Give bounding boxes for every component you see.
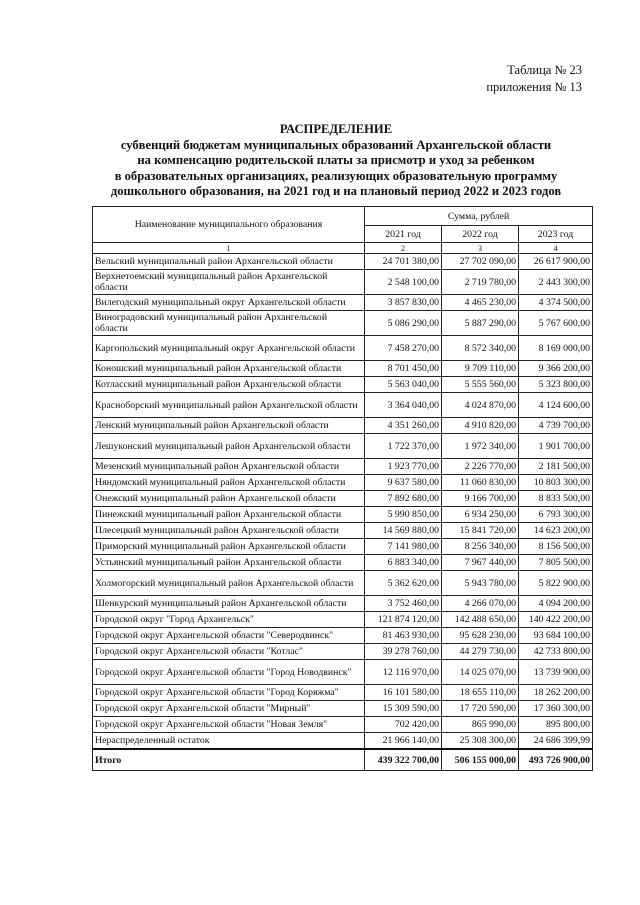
amount-2021: 9 637 580,00 bbox=[365, 475, 442, 491]
amount-2021: 7 892 680,00 bbox=[365, 491, 442, 507]
municipality-name: Вилегодский муниципальный округ Архангельской области bbox=[93, 295, 365, 311]
amount-2022: 27 702 090,00 bbox=[442, 254, 519, 270]
column-index-row bbox=[93, 243, 593, 254]
amount-2023: 6 793 300,00 bbox=[519, 507, 593, 523]
column-index: 1 bbox=[93, 243, 365, 254]
amount-2023: 4 374 500,00 bbox=[519, 295, 593, 311]
amount-2023: 4 739 700,00 bbox=[519, 418, 593, 434]
amount-2022: 95 628 230,00 bbox=[442, 628, 519, 644]
amount-2023: 5 822 900,00 bbox=[519, 571, 593, 596]
amount-2021: 121 874 120,00 bbox=[365, 612, 442, 628]
amount-2022: 865 990,00 bbox=[442, 717, 519, 733]
amount-2021: 24 701 380,00 bbox=[365, 254, 442, 270]
table-row bbox=[93, 717, 593, 733]
table-row bbox=[93, 475, 593, 491]
amount-2023: 17 360 300,00 bbox=[519, 701, 593, 717]
header-year-2023: 2023 год bbox=[519, 226, 593, 243]
amount-2021: 4 351 260,00 bbox=[365, 418, 442, 434]
amount-2022: 15 841 720,00 bbox=[442, 523, 519, 539]
municipality-name: Городской округ Архангельской области "Котлас" bbox=[93, 644, 365, 660]
municipality-name: Вельский муниципальный район Архангельской области bbox=[93, 254, 365, 270]
amount-2021: 5 563 040,00 bbox=[365, 377, 442, 393]
table-row bbox=[93, 523, 593, 539]
municipality-name: Котласский муниципальный район Архангельской области bbox=[93, 377, 365, 393]
amount-2022: 4 465 230,00 bbox=[442, 295, 519, 311]
amount-2021: 702 420,00 bbox=[365, 717, 442, 733]
amount-2021: 3 752 460,00 bbox=[365, 596, 442, 612]
amount-2023: 24 686 399,99 bbox=[519, 733, 593, 750]
amount-2023: 2 181 500,00 bbox=[519, 459, 593, 475]
table-row bbox=[93, 254, 593, 270]
table-row bbox=[93, 539, 593, 555]
amount-2023: 8 156 500,00 bbox=[519, 539, 593, 555]
amount-2021: 81 463 930,00 bbox=[365, 628, 442, 644]
municipality-name: Холмогорский муниципальный район Архангельской области bbox=[93, 571, 365, 596]
amount-2021: 16 101 580,00 bbox=[365, 685, 442, 701]
amount-2023: 42 733 800,00 bbox=[519, 644, 593, 660]
amount-2023: 4 124 600,00 bbox=[519, 393, 593, 418]
amount-2022: 11 060 830,00 bbox=[442, 475, 519, 491]
municipality-name: Устьянский муниципальный район Архангельской области bbox=[93, 555, 365, 571]
amount-2021: 8 701 450,00 bbox=[365, 361, 442, 377]
table-row bbox=[93, 459, 593, 475]
amount-2023: 1 901 700,00 bbox=[519, 434, 593, 459]
amount-2023: 8 169 000,00 bbox=[519, 336, 593, 361]
amount-2021: 1 722 370,00 bbox=[365, 434, 442, 459]
municipality-name: Пинежский муниципальный район Архангельской области bbox=[93, 507, 365, 523]
table-row bbox=[93, 361, 593, 377]
municipality-name: Красноборский муниципальный район Архангельской области bbox=[93, 393, 365, 418]
table-row bbox=[93, 311, 593, 336]
document-title bbox=[80, 122, 592, 200]
amount-2021: 12 116 970,00 bbox=[365, 660, 442, 685]
amount-2023: 7 805 500,00 bbox=[519, 555, 593, 571]
header-sum-column: Сумма, рублей bbox=[365, 207, 593, 226]
municipality-name: Шенкурский муниципальный район Архангельской области bbox=[93, 596, 365, 612]
table-row bbox=[93, 418, 593, 434]
amount-2021: 3 364 040,00 bbox=[365, 393, 442, 418]
appendix-number: приложения № 13 bbox=[486, 80, 582, 94]
table-row bbox=[93, 295, 593, 311]
amount-2022: 7 967 440,00 bbox=[442, 555, 519, 571]
amount-2023: 5 323 800,00 bbox=[519, 377, 593, 393]
amount-2023: 18 262 200,00 bbox=[519, 685, 593, 701]
amount-2022: 5 943 780,00 bbox=[442, 571, 519, 596]
amount-2022: 9 166 700,00 bbox=[442, 491, 519, 507]
municipality-name: Городской округ Архангельской области "Город Коряжма" bbox=[93, 685, 365, 701]
table-row bbox=[93, 644, 593, 660]
municipality-name: Верхнетоемский муниципальный район Архангельской области bbox=[93, 270, 365, 295]
table-row bbox=[93, 491, 593, 507]
total-row bbox=[93, 749, 593, 771]
table-row bbox=[93, 685, 593, 701]
table-row bbox=[93, 555, 593, 571]
title-line-4: в образовательных организациях, реализующих образовательную программу bbox=[114, 168, 558, 183]
amount-2021: 3 857 830,00 bbox=[365, 295, 442, 311]
amount-2023: 4 094 200,00 bbox=[519, 596, 593, 612]
title-line-3: на компенсацию родительской платы за присмотр и уход за ребенком bbox=[137, 153, 535, 167]
municipality-name: Городской округ Архангельской области "Мирный" bbox=[93, 701, 365, 717]
table-row bbox=[93, 733, 593, 750]
table-row bbox=[93, 336, 593, 361]
amount-2021: 39 278 760,00 bbox=[365, 644, 442, 660]
amount-2022: 5 887 290,00 bbox=[442, 311, 519, 336]
municipality-name: Коношский муниципальный район Архангельской области bbox=[93, 361, 365, 377]
table-row bbox=[93, 612, 593, 628]
header-year-2021: 2021 год bbox=[365, 226, 442, 243]
total-label: Итого bbox=[93, 749, 365, 771]
table-row bbox=[93, 270, 593, 295]
table-row bbox=[93, 434, 593, 459]
amount-2022: 2 719 780,00 bbox=[442, 270, 519, 295]
municipality-name: Лешуконский муниципальный район Архангельской области bbox=[93, 434, 365, 459]
amount-2022: 18 655 110,00 bbox=[442, 685, 519, 701]
table-row bbox=[93, 571, 593, 596]
amount-2021: 1 923 770,00 bbox=[365, 459, 442, 475]
amount-2022: 4 024 870,00 bbox=[442, 393, 519, 418]
total-2023: 493 726 900,00 bbox=[519, 749, 593, 771]
amount-2021: 2 548 100,00 bbox=[365, 270, 442, 295]
amount-2021: 15 309 590,00 bbox=[365, 701, 442, 717]
municipality-name: Каргопольский муниципальный округ Архангельской области bbox=[93, 336, 365, 361]
amount-2023: 14 623 200,00 bbox=[519, 523, 593, 539]
distribution-table bbox=[92, 206, 593, 771]
amount-2021: 14 569 880,00 bbox=[365, 523, 442, 539]
amount-2022: 142 488 650,00 bbox=[442, 612, 519, 628]
amount-2022: 4 910 820,00 bbox=[442, 418, 519, 434]
amount-2022: 17 720 590,00 bbox=[442, 701, 519, 717]
municipality-name: Городской округ "Город Архангельск" bbox=[93, 612, 365, 628]
amount-2023: 895 800,00 bbox=[519, 717, 593, 733]
amount-2023: 26 617 900,00 bbox=[519, 254, 593, 270]
header-year-2022: 2022 год bbox=[442, 226, 519, 243]
amount-2022: 9 709 110,00 bbox=[442, 361, 519, 377]
municipality-name: Мезенский муниципальный район Архангельской области bbox=[93, 459, 365, 475]
total-2021: 439 322 700,00 bbox=[365, 749, 442, 771]
amount-2022: 8 572 340,00 bbox=[442, 336, 519, 361]
amount-2022: 14 025 070,00 bbox=[442, 660, 519, 685]
municipality-name: Городской округ Архангельской области "Северодвинск" bbox=[93, 628, 365, 644]
total-2022: 506 155 000,00 bbox=[442, 749, 519, 771]
amount-2022: 6 934 250,00 bbox=[442, 507, 519, 523]
amount-2022: 8 256 340,00 bbox=[442, 539, 519, 555]
amount-2022: 1 972 340,00 bbox=[442, 434, 519, 459]
title-line-5: дошкольного образования, на 2021 год и на плановый период 2022 и 2023 годов bbox=[110, 184, 562, 198]
column-index: 3 bbox=[442, 243, 519, 254]
municipality-name: Плесецкий муниципальный район Архангельской области bbox=[93, 523, 365, 539]
amount-2023: 93 684 100,00 bbox=[519, 628, 593, 644]
table-row bbox=[93, 377, 593, 393]
table-row bbox=[93, 596, 593, 612]
municipality-name: Городской округ Архангельской области "Новая Земля" bbox=[93, 717, 365, 733]
amount-2021: 5 362 620,00 bbox=[365, 571, 442, 596]
amount-2022: 2 226 770,00 bbox=[442, 459, 519, 475]
table-number: Таблица № 23 bbox=[507, 63, 582, 77]
amount-2021: 21 966 140,00 bbox=[365, 733, 442, 750]
amount-2023: 13 739 900,00 bbox=[519, 660, 593, 685]
header-row bbox=[93, 207, 593, 226]
amount-2022: 4 266 070,00 bbox=[442, 596, 519, 612]
amount-2021: 5 086 290,00 bbox=[365, 311, 442, 336]
table-row bbox=[93, 660, 593, 685]
amount-2022: 5 555 560,00 bbox=[442, 377, 519, 393]
table-row bbox=[93, 393, 593, 418]
amount-2023: 140 422 200,00 bbox=[519, 612, 593, 628]
municipality-name: Ленский муниципальный район Архангельской области bbox=[93, 418, 365, 434]
amount-2023: 5 767 600,00 bbox=[519, 311, 593, 336]
amount-2021: 7 141 980,00 bbox=[365, 539, 442, 555]
municipality-name: Виноградовский муниципальный район Архангельской области bbox=[93, 311, 365, 336]
table-reference bbox=[486, 62, 582, 96]
amount-2021: 7 458 270,00 bbox=[365, 336, 442, 361]
table-row bbox=[93, 701, 593, 717]
municipality-name: Нераспределенный остаток bbox=[93, 733, 365, 750]
amount-2023: 2 443 300,00 bbox=[519, 270, 593, 295]
municipality-name: Онежский муниципальный район Архангельской области bbox=[93, 491, 365, 507]
title-line-2: субвенций бюджетам муниципальных образований Архангельской области bbox=[120, 137, 552, 152]
title-line-1: РАСПРЕДЕЛЕНИЕ bbox=[279, 122, 393, 136]
table-row bbox=[93, 628, 593, 644]
amount-2021: 6 883 340,00 bbox=[365, 555, 442, 571]
table-row bbox=[93, 507, 593, 523]
municipality-name: Няндомский муниципальный район Архангельской области bbox=[93, 475, 365, 491]
municipality-name: Городской округ Архангельской области "Город Новодвинск" bbox=[93, 660, 365, 685]
amount-2023: 9 366 200,00 bbox=[519, 361, 593, 377]
amount-2023: 10 803 300,00 bbox=[519, 475, 593, 491]
municipality-name: Приморский муниципальный район Архангельской области bbox=[93, 539, 365, 555]
amount-2021: 5 990 850,00 bbox=[365, 507, 442, 523]
amount-2023: 8 833 500,00 bbox=[519, 491, 593, 507]
column-index: 2 bbox=[365, 243, 442, 254]
header-name-column: Наименование муниципального образования bbox=[93, 207, 365, 243]
amount-2022: 44 279 730,00 bbox=[442, 644, 519, 660]
amount-2022: 25 308 300,00 bbox=[442, 733, 519, 750]
column-index: 4 bbox=[519, 243, 593, 254]
